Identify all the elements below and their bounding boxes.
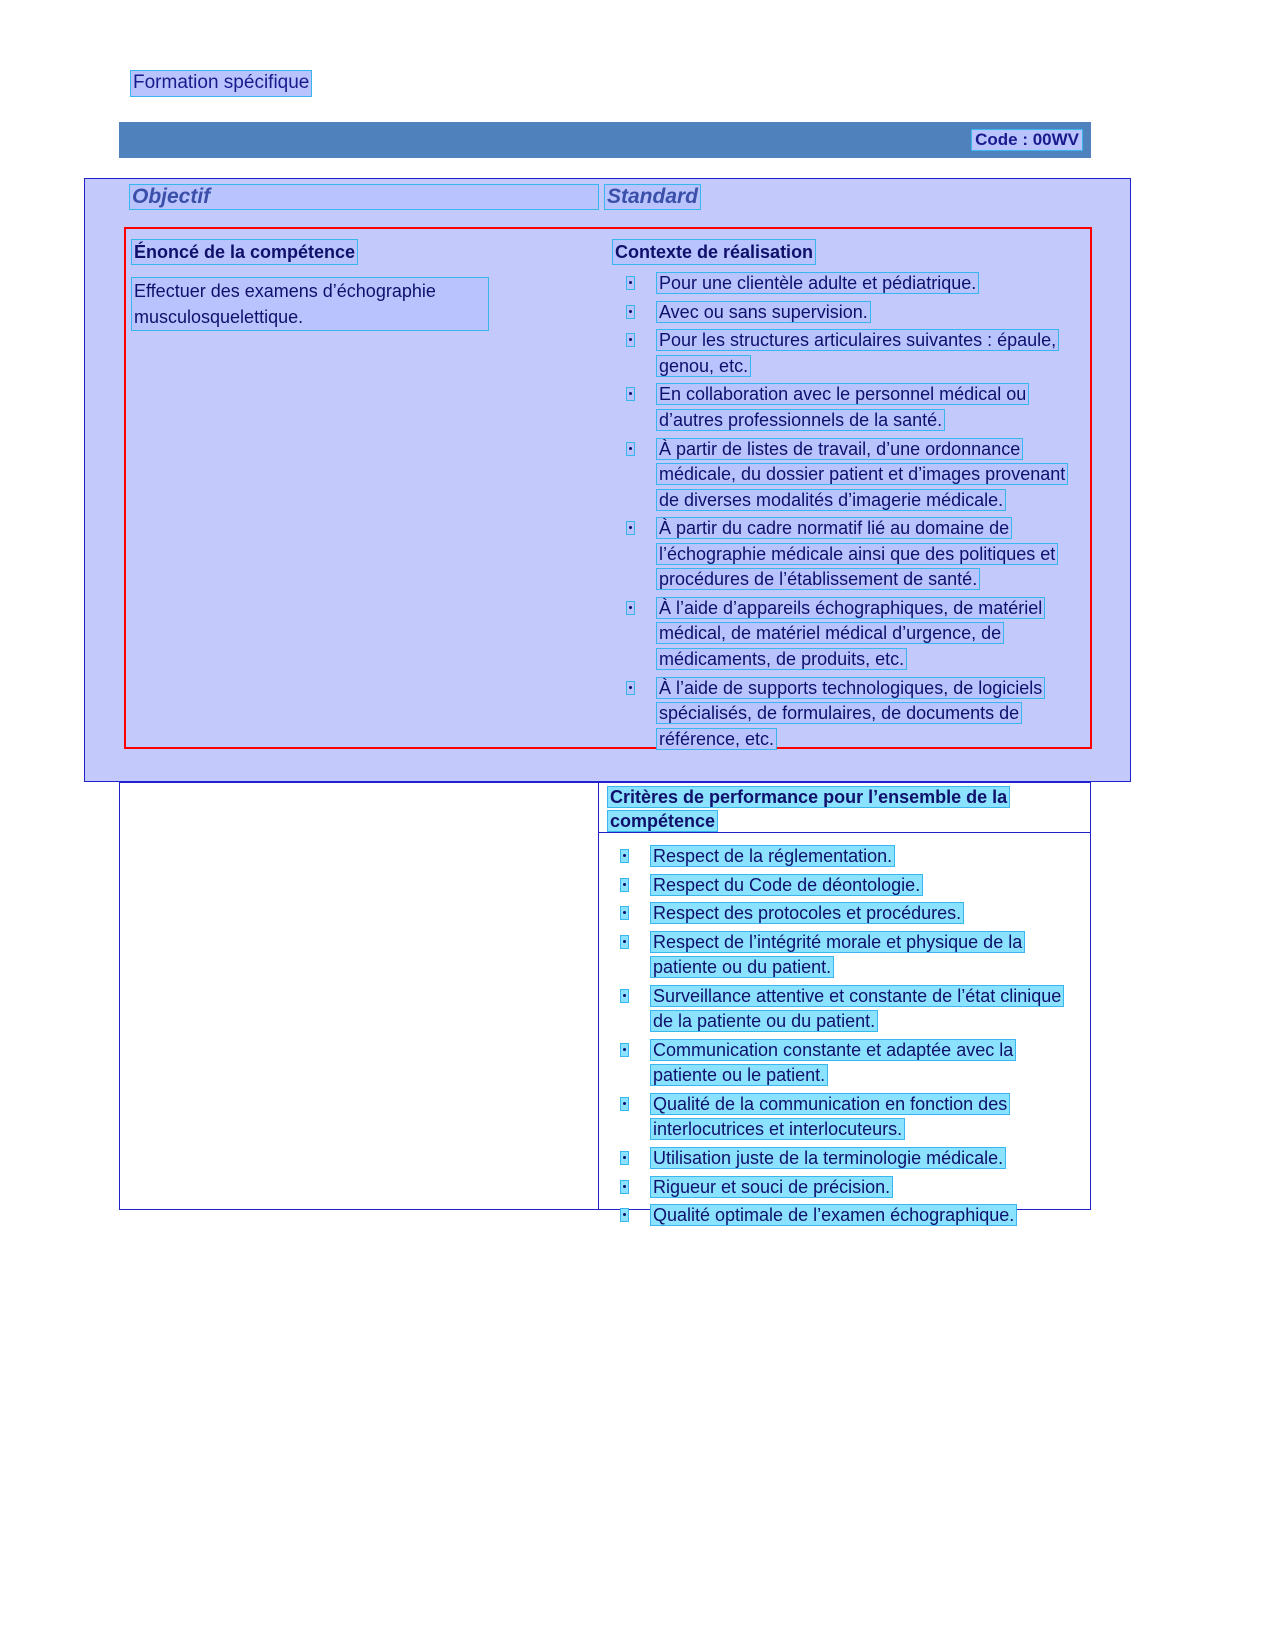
list-item — [612, 437, 1078, 514]
list-item — [606, 901, 1078, 927]
criteria-list — [598, 844, 1090, 1229]
bullet-icon — [626, 442, 635, 456]
statement-heading: Énoncé de la compétence — [131, 239, 358, 265]
list-item — [612, 328, 1078, 379]
list-item — [612, 300, 1078, 326]
bullet-icon — [620, 1043, 629, 1057]
bullet-icon — [626, 601, 635, 615]
list-item — [612, 382, 1078, 433]
list-item-text: Pour les structures articulaires suivantes : épaule, genou, etc. — [656, 329, 1059, 377]
criteria-heading-text: Critères de performance pour l’ensemble de la compétence — [607, 786, 1010, 832]
competency-table — [124, 227, 1092, 749]
list-item-text: À partir du cadre normatif lié au domaine de l’échographie médicale ainsi que des politiques et procédures de l’établissement de santé. — [656, 517, 1058, 590]
bullet-icon — [620, 935, 629, 949]
list-item-text: À l’aide de supports technologiques, de logiciels spécialisés, de formulaires, de documents de référence, etc. — [656, 677, 1045, 750]
list-item-text: Qualité de la communication en fonction des interlocutrices et interlocuteurs. — [650, 1093, 1010, 1141]
heading-objectif: Objectif — [129, 184, 599, 210]
list-item-text: En collaboration avec le personnel médical ou d’autres professionnels de la santé. — [656, 383, 1029, 431]
bullet-icon — [626, 521, 635, 535]
list-item-text: Utilisation juste de la terminologie médicale. — [650, 1147, 1006, 1169]
list-item — [606, 1175, 1078, 1201]
bullet-icon — [626, 681, 635, 695]
context-list — [604, 271, 1090, 752]
list-item — [606, 873, 1078, 899]
list-item-text: Communication constante et adaptée avec la patiente ou le patient. — [650, 1039, 1016, 1087]
bullet-icon — [620, 1151, 629, 1165]
list-item — [606, 984, 1078, 1035]
objectif-standard-band — [84, 178, 1131, 782]
criteria-table — [119, 782, 1091, 1226]
heading-standard: Standard — [604, 184, 701, 210]
criteria-body — [598, 838, 1090, 1232]
list-item-text: Avec ou sans supervision. — [656, 301, 871, 323]
bullet-icon — [620, 989, 629, 1003]
statement-text: Effectuer des examens d’échographie musculosquelettique. — [131, 277, 489, 331]
list-item — [612, 516, 1078, 593]
bullet-icon — [626, 276, 635, 290]
list-item — [612, 271, 1078, 297]
list-item-text: Pour une clientèle adulte et pédiatrique. — [656, 272, 979, 294]
list-item — [612, 676, 1078, 753]
list-item-text: Rigueur et souci de précision. — [650, 1176, 893, 1198]
list-item-text: Qualité optimale de l’examen échographique. — [650, 1204, 1017, 1226]
list-item-text: Respect du Code de déontologie. — [650, 874, 923, 896]
list-item-text: Surveillance attentive et constante de l’état clinique de la patiente ou du patient. — [650, 985, 1064, 1033]
list-item — [606, 844, 1078, 870]
section-label-formation: Formation spécifique — [130, 70, 312, 97]
bullet-icon — [620, 906, 629, 920]
bullet-icon — [620, 1208, 629, 1222]
list-item — [606, 1203, 1078, 1229]
bullet-icon — [626, 387, 635, 401]
context-heading: Contexte de réalisation — [612, 239, 816, 265]
bullet-icon — [620, 878, 629, 892]
list-item — [612, 596, 1078, 673]
list-item-text: Respect de l’intégrité morale et physique de la patiente ou du patient. — [650, 931, 1025, 979]
list-item-text: Respect des protocoles et procédures. — [650, 902, 964, 924]
bullet-icon — [620, 1097, 629, 1111]
list-item — [606, 930, 1078, 981]
bullet-icon — [626, 333, 635, 347]
bullet-icon — [626, 305, 635, 319]
code-bar — [119, 122, 1091, 158]
list-item-text: À partir de listes de travail, d’une ordonnance médicale, du dossier patient et d’images provenant de diverses modalités d’imagerie médicale. — [656, 438, 1068, 511]
competency-statement-column — [126, 229, 604, 747]
context-column — [604, 229, 1090, 747]
list-item-text: Respect de la réglementation. — [650, 845, 895, 867]
list-item — [606, 1092, 1078, 1143]
bullet-icon — [620, 849, 629, 863]
list-item — [606, 1038, 1078, 1089]
list-item-text: À l’aide d’appareils échographiques, de matériel médical, de matériel médical d’urgence, de médicaments, de produits, etc. — [656, 597, 1045, 670]
code-value: Code : 00WV — [971, 129, 1083, 151]
bullet-icon — [620, 1180, 629, 1194]
list-item — [606, 1146, 1078, 1172]
criteria-heading — [607, 785, 1027, 834]
